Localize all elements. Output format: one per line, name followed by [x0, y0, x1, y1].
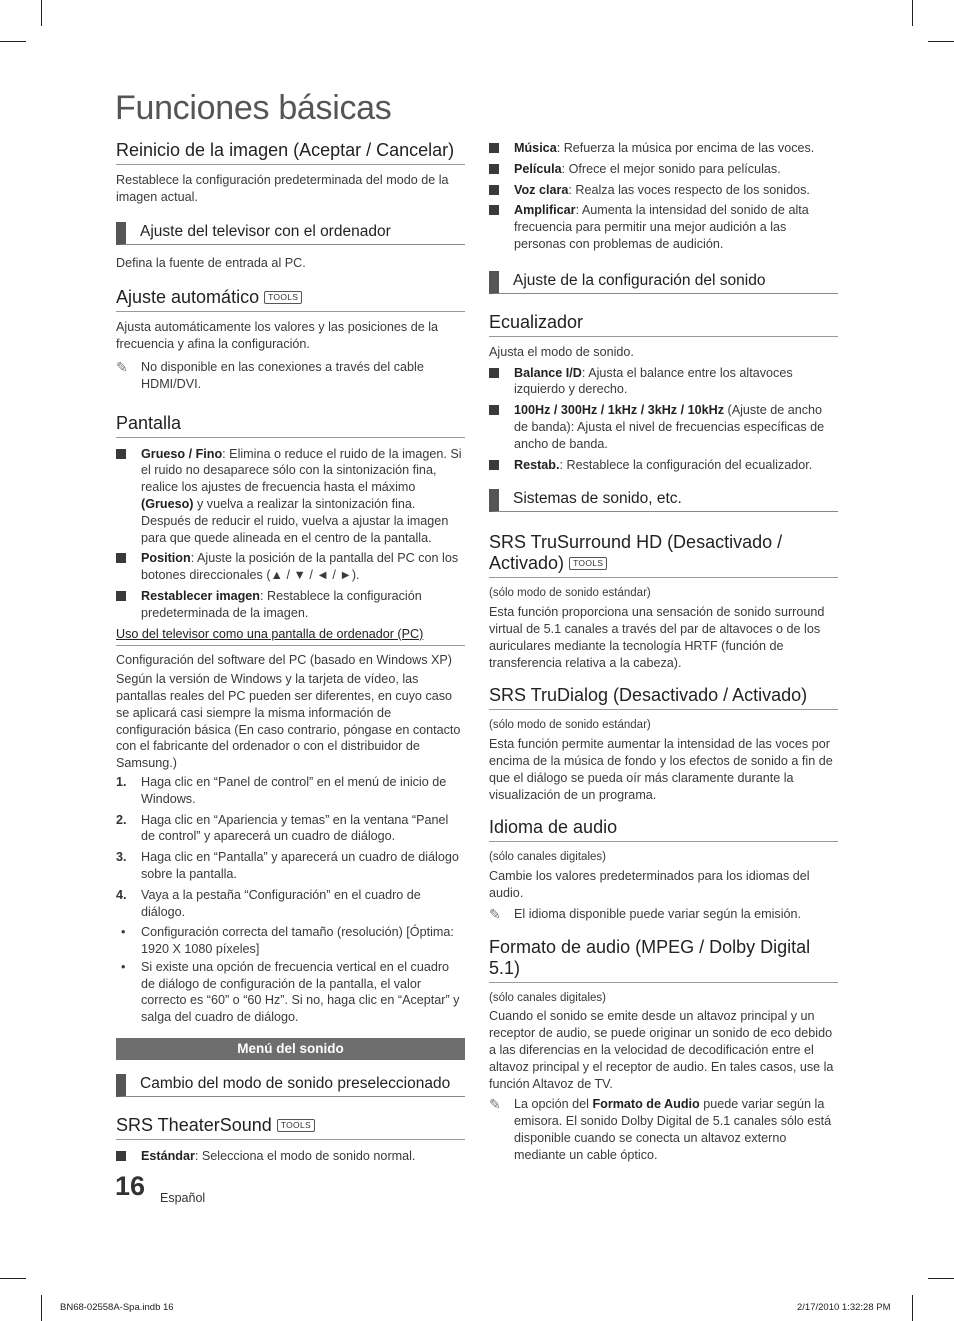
item-text: : Refuerza la música por encima de las voces. — [556, 141, 815, 155]
item-text: : Ajusta el balance entre los altavoces izquierdo y derecho. — [514, 365, 793, 397]
square-bullet-icon — [116, 449, 126, 459]
square-bullet-icon — [116, 553, 126, 563]
section-title — [489, 532, 838, 578]
item-term: Restablecer imagen — [141, 588, 260, 603]
section-mode: (sólo canales digitales) — [489, 851, 606, 864]
note-text: puede variar según la emisora. El sonido Dolby Digital de 5.1 canales sólo está disponible cuando se conecta un altavoz externo mediante un cable óptico. — [514, 1097, 832, 1162]
step-text: Haga clic en “Panel de control” en el menú de inicio de Windows. — [141, 774, 447, 806]
section-mode: (sólo canales digitales) — [489, 991, 606, 1004]
item-text: y vuelva a realizar la sintonización fina. Después de reducir el ruido, vuelva a ajustar la imagen para que quede alineada en el centro de la pantalla. — [141, 496, 449, 545]
section-srs-theatersound — [116, 1115, 465, 1165]
section-text: Cuando el sonido se emite desde un altavoz principal y un receptor de audio, se puede originar un sonido de eco debido a las diferencias en la velocidad de decodificación entre el altavoz principal y el receptor de audio. En tales casos, use la función Altavoz de TV. — [489, 1009, 834, 1091]
section-reinicio — [116, 140, 465, 206]
bullet-text: Configuración correcta del tamaño (resolución) [Óptima: 1920 X 1080 píxeles] — [141, 925, 454, 957]
crop-mark — [928, 41, 954, 42]
list-item — [116, 588, 465, 622]
item-term: Voz clara — [514, 182, 569, 197]
step-number: 2. — [116, 812, 127, 827]
section-subtitle: Configuración del software del PC (basado en Windows XP) — [116, 653, 453, 668]
item-text: : Realza las voces respecto de los sonidos. — [568, 182, 810, 197]
section-ecualizador — [489, 312, 838, 474]
item-term: Música — [514, 141, 557, 155]
list-item — [489, 365, 838, 399]
page-number: 16 — [115, 1171, 146, 1201]
section-idioma — [489, 817, 838, 922]
section-title: Idioma de audio — [489, 817, 838, 842]
step-number: 4. — [116, 887, 127, 902]
note-text: No disponible en las conexiones a través del cable HDMI/DVI. — [141, 359, 424, 391]
subsection-title: Ajuste de la configuración del sonido — [489, 271, 838, 294]
list-item — [116, 446, 465, 547]
section-sistemas — [489, 489, 838, 512]
item-term: (Grueso) — [141, 496, 194, 511]
crop-mark — [928, 1278, 954, 1279]
section-title: Ecualizador — [489, 312, 838, 337]
list-item — [489, 457, 838, 474]
print-slug-datetime: 2/17/2010 1:32:28 PM — [797, 1302, 891, 1313]
subsection-title: Ajuste del televisor con el ordenador — [116, 222, 465, 245]
crop-mark — [912, 0, 913, 26]
note — [489, 1096, 838, 1163]
section-uso-pc — [116, 626, 465, 1027]
bullet-dot-icon: • — [121, 959, 126, 974]
section-title-text: SRS TheaterSound — [116, 1115, 272, 1136]
section-title — [116, 1115, 465, 1140]
item-term: 100Hz / 300Hz / 1kHz / 3kHz / 10kHz — [514, 403, 724, 418]
item-term: Amplificar — [514, 203, 576, 218]
list-item — [489, 140, 838, 157]
section-text: Ajusta automáticamente los valores y las posiciones de la frecuencia y afina la configuración. — [116, 320, 439, 352]
item-text: : Restablece la configuración predeterminada de la imagen. — [141, 588, 422, 620]
square-bullet-icon — [116, 591, 126, 601]
step-text: Haga clic en “Pantalla” y aparecerá un cuadro de diálogo sobre la pantalla. — [141, 850, 459, 881]
section-title-text: Ajuste automático — [116, 287, 260, 308]
step-text: Haga clic en “Apariencia y temas” en la ventana “Panel de control” y aparecerá un cuadro de diálogo. — [141, 812, 449, 844]
section-mode: (sólo modo de sonido estándar) — [489, 587, 651, 600]
square-bullet-icon — [489, 164, 499, 174]
tools-icon: TOOLS — [569, 557, 607, 570]
tools-icon: TOOLS — [264, 291, 302, 304]
step-number: 1. — [116, 774, 127, 789]
item-term: Película — [514, 161, 562, 176]
section-formato — [489, 937, 838, 1164]
section-text: Según la versión de Windows y la tarjeta de vídeo, las pantallas reales del PC pueden ser diferentes, en cuyo caso se aplicará casi siempre la misma información de configuración básica (En caso contrario, póngase en contacto con el fabricante del ordenador o con el distribuidor de Samsung.) — [116, 672, 461, 771]
step-number: 3. — [116, 850, 127, 865]
section-ajuste-tv-pc — [116, 222, 465, 272]
item-term: Grueso / Fino — [141, 446, 223, 461]
section-title: Formato de audio (MPEG / Dolby Digital 5.1) — [489, 937, 838, 983]
crop-mark — [41, 1295, 42, 1321]
note-text: El idioma disponible puede variar según la emisión. — [514, 906, 802, 921]
step-item — [116, 812, 465, 846]
item-text: : Restablece la configuración del ecualizador. — [559, 457, 813, 472]
left-column — [116, 140, 465, 1169]
section-trusurround — [489, 532, 838, 671]
square-bullet-icon — [489, 460, 499, 470]
section-ajuste-sonido — [489, 271, 838, 294]
section-title — [116, 287, 465, 312]
list-item — [489, 202, 838, 252]
item-text: : Ofrece el mejor sonido para películas. — [561, 161, 781, 176]
item-term: Estándar — [141, 1149, 195, 1164]
item-text: : Aumenta la intensidad del sonido de alta frecuencia para permitir una mejor audición a las personas con problemas de audición. — [514, 203, 809, 251]
crop-mark — [0, 41, 26, 42]
step-item — [116, 849, 465, 883]
print-slug-file: BN68-02558A-Spa.indb 16 — [60, 1302, 174, 1313]
pencil-note-icon: ✎ — [489, 1096, 501, 1113]
subsection-title: Uso del televisor como una pantalla de ordenador (PC) — [116, 626, 465, 647]
section-title-text: SRS TruSurround HD (Desactivado / Activado) — [489, 532, 783, 574]
square-bullet-icon — [489, 205, 499, 215]
section-mode: (sólo modo de sonido estándar) — [489, 719, 651, 732]
section-pantalla — [116, 413, 465, 622]
list-item — [489, 402, 838, 452]
item-text: : Ajuste la posición de la pantalla del PC con los botones direccionales (▲ / ▼ / ◄ / ►). — [141, 551, 459, 583]
section-cambio-modo — [116, 1074, 465, 1097]
note — [116, 359, 465, 393]
step-text: Vaya a la pestaña “Configuración” en el cuadro de diálogo. — [141, 887, 421, 919]
square-bullet-icon — [489, 185, 499, 195]
bullet-dot-icon: • — [121, 925, 126, 940]
pencil-note-icon: ✎ — [489, 905, 501, 922]
pencil-note-icon: ✎ — [116, 358, 128, 375]
crop-mark — [912, 1295, 913, 1321]
square-bullet-icon — [489, 143, 499, 153]
note — [489, 906, 838, 923]
section-title: Reinicio de la imagen (Aceptar / Cancelar) — [116, 140, 465, 165]
section-text: Esta función permite aumentar la intensidad de las voces por encima de la música de fondo y los efectos de sonido a fin de que el diálogo se pueda oír más claramente durante la visualización de un programa. — [489, 737, 833, 802]
list-item — [489, 161, 838, 178]
crop-mark — [0, 1278, 26, 1279]
item-term: Balance I/D — [514, 365, 582, 380]
square-bullet-icon — [489, 405, 499, 415]
subsection-title: Sistemas de sonido, etc. — [489, 489, 838, 512]
section-sound-modes — [489, 140, 838, 253]
menu-band: Menú del sonido — [116, 1038, 465, 1060]
step-item — [116, 774, 465, 808]
item-term: Restab. — [514, 457, 560, 472]
list-item — [116, 550, 465, 584]
page-title: Funciones básicas — [115, 89, 392, 127]
square-bullet-icon — [116, 1151, 126, 1161]
tools-icon: TOOLS — [277, 1119, 315, 1132]
section-title: SRS TruDialog (Desactivado / Activado) — [489, 685, 838, 710]
section-text: Esta función proporciona una sensación de sonido surround virtual de 5.1 canales a través del par de altavoces o de los auriculares mediante la tecnología HRTF (función de transferencia relativa a la cabeza). — [489, 605, 825, 670]
list-item — [116, 1148, 465, 1165]
section-title: Pantalla — [116, 413, 465, 438]
subsection-title: Cambio del modo de sonido preseleccionado — [116, 1074, 465, 1097]
crop-mark — [41, 0, 42, 26]
bullet-item — [116, 924, 465, 958]
bullet-text: Si existe una opción de frecuencia vertical en el cuadro de diálogo de configuración de la pantalla, el valor correcto es “60” o “60 Hz”. Si no, haga clic en “Aceptar” y salga del cuadro de diálogo. — [141, 959, 460, 1025]
right-column — [489, 140, 838, 1169]
section-text: Cambie los valores predeterminados para los idiomas del audio. — [489, 869, 810, 900]
section-text: Restablece la configuración predeterminada del modo de la imagen actual. — [116, 173, 449, 204]
section-text: Defina la fuente de entrada al PC. — [116, 255, 306, 270]
square-bullet-icon — [489, 368, 499, 378]
page-language: Español — [160, 1191, 206, 1205]
item-text: : Elimina o reduce el ruido de la imagen. Si el ruido no desaparece sólo con la sintonización fina, realice los ajustes de frecuencia hasta el máximo — [141, 446, 462, 495]
step-item — [116, 887, 465, 921]
bullet-item — [116, 959, 465, 1026]
item-text: (Ajuste de ancho de banda): Ajusta el nivel de frecuencias específicas de ancho de banda. — [514, 403, 825, 451]
section-ajuste-automatico — [116, 287, 465, 392]
item-text: : Selecciona el modo de sonido normal. — [194, 1149, 416, 1164]
note-term: Formato de Audio — [592, 1097, 700, 1112]
section-text: Ajusta el modo de sonido. — [489, 344, 634, 359]
item-term: Position — [141, 551, 191, 566]
list-item — [489, 182, 838, 199]
section-trudialog — [489, 685, 838, 803]
note-text: La opción del — [514, 1097, 593, 1112]
